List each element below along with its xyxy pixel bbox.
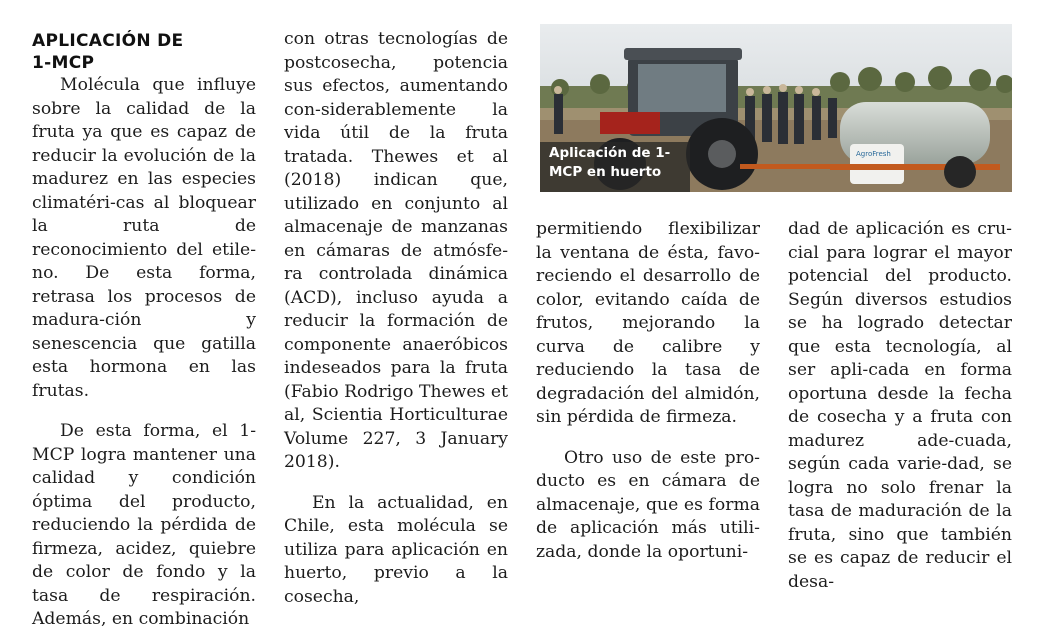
- paragraph: Otro uso de este pro-ducto es en cámara de almacenaje, que es forma de aplicación más utili-zada, donde la oportuni-: [536, 447, 760, 562]
- section-heading: APLICACIÓN DE 1-MCP: [32, 31, 184, 73]
- article-column-3: [536, 218, 760, 564]
- article-column-1: [32, 28, 256, 632]
- photo-caption: Aplicación de 1-MCP en huerto: [549, 145, 671, 180]
- paragraph: con otras tecnologías de postcosecha, potencia sus efectos, aumentando con-siderablemente la vida útil de la fruta tratada. Thewes et al (2018) indican que, utilizado en conjunto al almacenaje de manzanas en cámaras de atmósfe-ra controlada dinámica (ACD), incluso ayuda a reducir la formación de componente anaeróbicos indeseados para la fruta (Fabio Rodrigo Thewes et al, Scientia Horticulturae Volume 227, 3 January 2018).: [284, 29, 508, 472]
- tank-brand-label: AgroFresh: [856, 150, 891, 158]
- paragraph: Molécula que influye sobre la calidad de la fruta ya que es capaz de reducir la evolución de la madurez en las especies climatéri-cas al bloquear la ruta de reconocimiento del etile-no. De esta forma, retrasa los procesos de madura-ción y senescencia que gatilla esta hormona en las frutas.: [32, 75, 256, 401]
- paragraph: dad de aplicación es cru-cial para lograr el mayor potencial del producto. Según diversos estudios se ha logrado detectar que esta tecnología, al ser apli-cada en forma oportuna desde la fecha de cosecha y a fruta con madurez ade-cuada, según cada varie-dad, se logra no solo frenar la tasa de maduración de la fruta, sino que también se es capaz de reducir el desa-: [788, 219, 1012, 592]
- paragraph: En la actualidad, en Chile, esta molécula se utiliza para aplicación en huerto, previo a la cosecha,: [284, 492, 508, 607]
- article-column-4: [788, 218, 1012, 594]
- paragraph: permitiendo flexibilizar la ventana de ésta, favo-reciendo el desarrollo de color, evitando caída de frutos, mejorando la curva de calibre y reduciendo la tasa de degradación del almidón, sin pérdida de firmeza.: [536, 219, 760, 427]
- paragraph: De esta forma, el 1-MCP logra mantener una calidad y condición óptima del producto, reduciendo la pérdida de firmeza, acidez, quiebre de color de fondo y la tasa de respiración. Además, en combinación: [32, 421, 256, 629]
- article-column-2: [284, 28, 508, 609]
